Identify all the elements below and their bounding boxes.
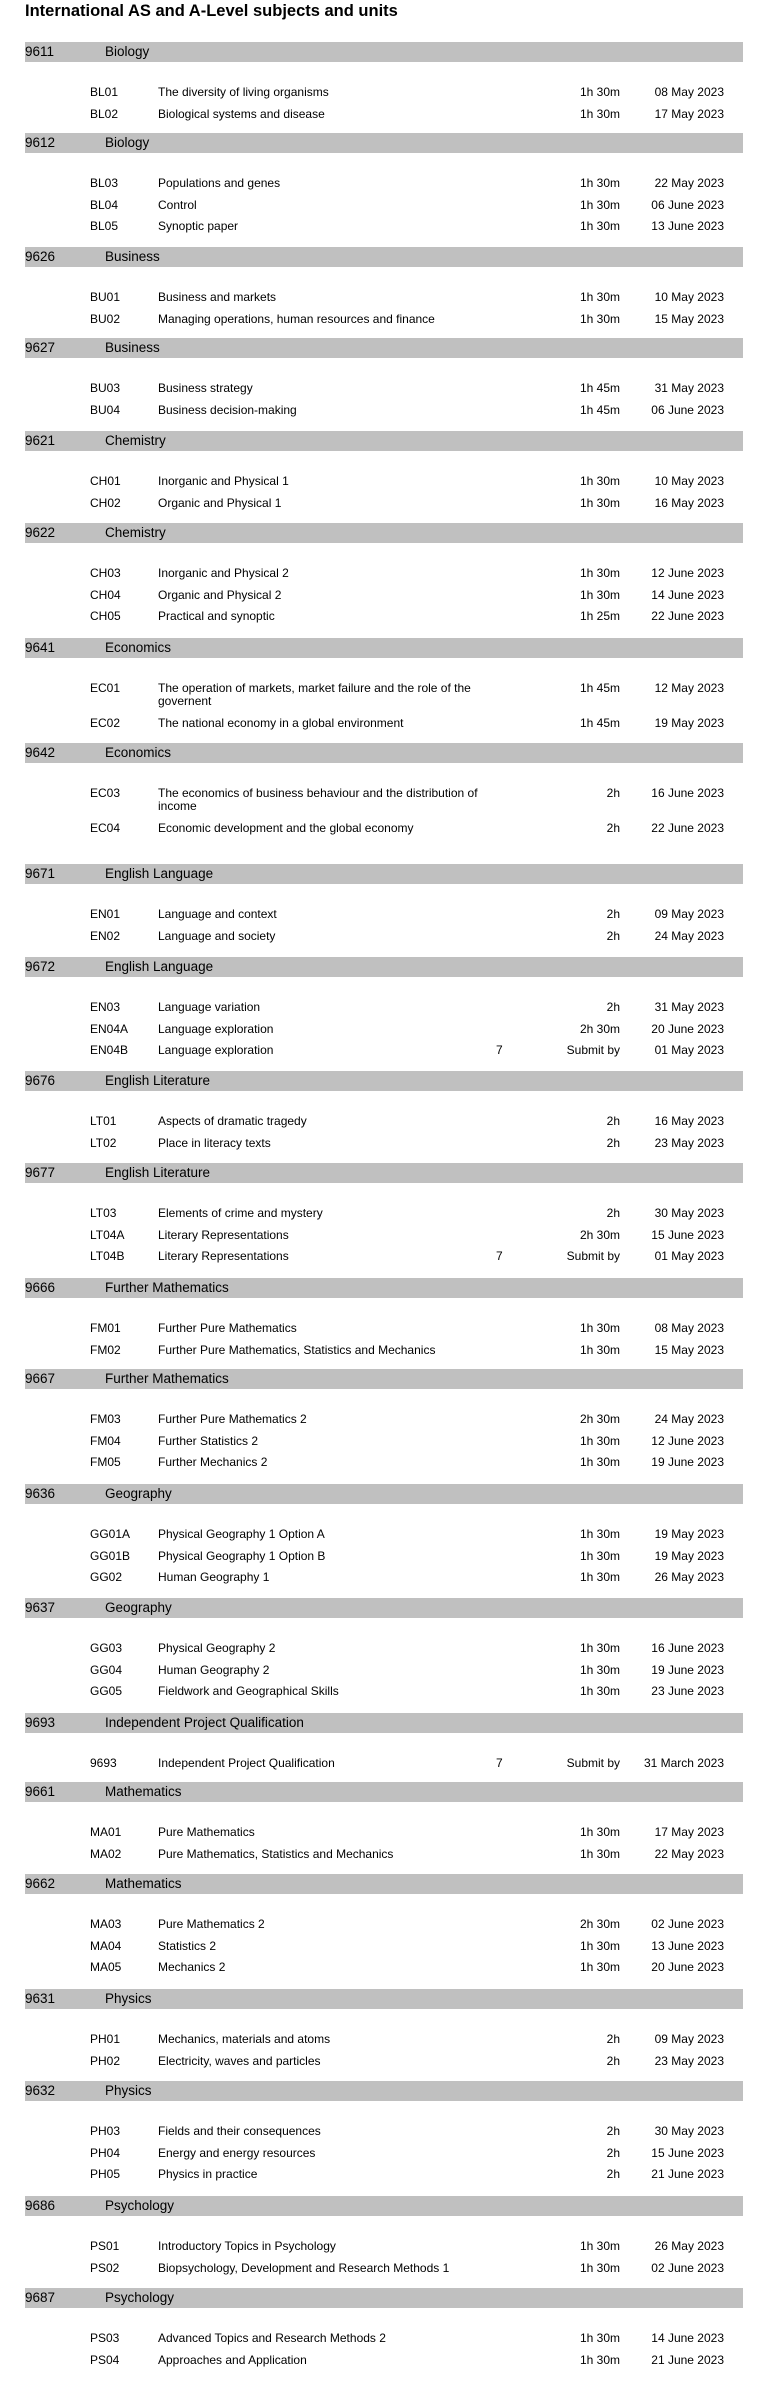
unit-date: 30 May 2023 <box>654 1206 724 1220</box>
unit-title: Control <box>158 197 197 212</box>
unit-code: FM04 <box>90 1433 121 1448</box>
unit-title: The diversity of living organisms <box>158 85 329 99</box>
unit-date: 02 June 2023 <box>651 1917 724 1931</box>
unit-duration: 2h <box>606 2032 620 2046</box>
unit-code: BU04 <box>90 402 121 417</box>
unit-duration: 2h <box>606 2167 620 2181</box>
unit-code: GG05 <box>90 1684 123 1698</box>
unit-duration: 1h 30m <box>579 1527 620 1541</box>
unit-duration: 1h 25m <box>579 609 620 623</box>
unit-code: MA05 <box>90 1960 122 1974</box>
unit-date: 20 June 2023 <box>651 1960 724 1974</box>
unit-date: 09 May 2023 <box>654 907 724 921</box>
unit-duration: 1h 45m <box>579 716 620 730</box>
unit-title: Pure Mathematics 2 <box>158 1917 265 1931</box>
subject-code: 9693 <box>25 1715 56 1730</box>
unit-duration: 1h 30m <box>579 1846 620 1861</box>
unit-title: Biological systems and disease <box>158 106 325 121</box>
unit-duration: 1h 30m <box>579 311 620 326</box>
unit-code: PH03 <box>90 2124 121 2138</box>
unit-code: EC03 <box>90 786 121 800</box>
subject-name: Biology <box>105 135 150 150</box>
unit-date: 23 May 2023 <box>654 2053 724 2068</box>
unit-duration: 1h 30m <box>579 1455 620 1469</box>
unit-duration: Submit by <box>566 1043 620 1057</box>
unit-date: 15 June 2023 <box>651 2145 724 2160</box>
subject-name: Business <box>105 249 160 264</box>
unit-duration: 2h <box>606 2145 620 2160</box>
unit-code: EN03 <box>90 1000 121 1014</box>
unit-code: EN04A <box>90 1021 129 1036</box>
unit-title: Statistics 2 <box>158 1938 217 1953</box>
subject-code: 9641 <box>25 640 56 655</box>
unit-code: FM01 <box>90 1321 121 1335</box>
unit-title: Business and markets <box>158 290 277 304</box>
subject-name: English Language <box>105 866 214 881</box>
unit-duration: 1h 30m <box>579 1662 620 1677</box>
unit-title: Pure Mathematics, Statistics and Mechanics <box>158 1846 394 1861</box>
unit-date: 22 June 2023 <box>651 609 724 623</box>
subject-name: Physics <box>105 1991 152 2006</box>
unit-duration: 1h 30m <box>579 85 620 99</box>
unit-date: 31 May 2023 <box>654 381 724 395</box>
unit-date: 24 May 2023 <box>654 1412 724 1426</box>
subject-name: Chemistry <box>105 525 166 540</box>
unit-date: 15 June 2023 <box>651 1227 724 1242</box>
unit-title: Physics in practice <box>158 2167 258 2181</box>
unit-title: Language variation <box>158 1000 261 1014</box>
unit-date: 20 June 2023 <box>651 1021 724 1036</box>
unit-title: Managing operations, human resources and finance <box>158 311 435 326</box>
unit-date: 21 June 2023 <box>651 2352 724 2367</box>
unit-title: Advanced Topics and Research Methods 2 <box>158 2331 386 2345</box>
unit-code: GG04 <box>90 1662 123 1677</box>
subject-header <box>25 1598 743 1618</box>
subject-name: Psychology <box>105 2198 175 2213</box>
unit-duration: 1h 30m <box>579 106 620 121</box>
unit-title: Electricity, waves and particles <box>158 2053 321 2068</box>
subject-name: English Language <box>105 959 214 974</box>
unit-duration: 1h 45m <box>579 402 620 417</box>
subject-code: 9666 <box>25 1280 56 1295</box>
subject-name: Geography <box>105 1600 172 1615</box>
unit-code: CH01 <box>90 474 121 488</box>
unit-note: 7 <box>496 1756 503 1770</box>
unit-duration: 1h 30m <box>579 197 620 212</box>
unit-title: Human Geography 2 <box>158 1662 270 1677</box>
unit-duration: 2h <box>606 786 620 800</box>
unit-code: GG01A <box>90 1527 131 1541</box>
unit-title: The national economy in a global environment <box>158 716 404 730</box>
unit-date: 16 June 2023 <box>651 786 724 800</box>
unit-title: Inorganic and Physical 2 <box>158 566 289 580</box>
unit-code: EC04 <box>90 821 121 835</box>
unit-date: 13 June 2023 <box>651 1938 724 1953</box>
unit-note: 7 <box>496 1043 503 1057</box>
unit-title: Further Pure Mathematics, Statistics and Mechanics <box>158 1342 436 1357</box>
unit-date: 14 June 2023 <box>651 587 724 602</box>
unit-duration: 2h <box>606 928 620 943</box>
unit-date: 19 May 2023 <box>654 1527 724 1541</box>
unit-note: 7 <box>496 1249 503 1263</box>
unit-duration: 1h 30m <box>579 566 620 580</box>
unit-code: GG02 <box>90 1570 123 1584</box>
unit-duration: 2h <box>606 1206 620 1220</box>
unit-date: 19 June 2023 <box>651 1662 724 1677</box>
subject-header <box>25 247 743 267</box>
subject-code: 9676 <box>25 1073 56 1088</box>
subject-name: Further Mathematics <box>105 1371 229 1386</box>
unit-code: CH03 <box>90 566 121 580</box>
subject-name: Physics <box>105 2083 152 2098</box>
unit-title: Business strategy <box>158 381 253 395</box>
unit-duration: Submit by <box>566 1756 620 1770</box>
unit-code: LT01 <box>90 1114 117 1128</box>
unit-date: 24 May 2023 <box>654 928 724 943</box>
unit-duration: 2h 30m <box>579 1227 620 1242</box>
unit-code: BL04 <box>90 197 119 212</box>
unit-title: Practical and synoptic <box>158 609 275 623</box>
unit-date: 21 June 2023 <box>651 2167 724 2181</box>
unit-code: BU02 <box>90 311 121 326</box>
unit-title: Human Geography 1 <box>158 1570 270 1584</box>
unit-code: GG01B <box>90 1548 131 1563</box>
unit-duration: 2h <box>606 907 620 921</box>
unit-title: Literary Representations <box>158 1249 289 1263</box>
unit-date: 26 May 2023 <box>654 2239 724 2253</box>
unit-title: Aspects of dramatic tragedy <box>158 1114 307 1128</box>
unit-date: 16 May 2023 <box>654 1114 724 1128</box>
subject-code: 9661 <box>25 1784 56 1799</box>
unit-date: 19 May 2023 <box>654 716 724 730</box>
subject-name: Mathematics <box>105 1876 182 1891</box>
subject-name: English Literature <box>105 1165 211 1180</box>
subject-name: English Literature <box>105 1073 211 1088</box>
subject-code: 9632 <box>25 2083 56 2098</box>
unit-duration: 1h 30m <box>579 2239 620 2253</box>
unit-duration: 2h <box>606 1114 620 1128</box>
subject-header <box>25 864 743 884</box>
unit-code: PS02 <box>90 2260 120 2275</box>
subject-name: Further Mathematics <box>105 1280 229 1295</box>
unit-duration: 1h 30m <box>579 1641 620 1655</box>
unit-duration: 1h 30m <box>579 1960 620 1974</box>
unit-title: Elements of crime and mystery <box>158 1206 323 1220</box>
unit-duration: 1h 30m <box>579 1684 620 1698</box>
subject-code: 9642 <box>25 745 56 760</box>
unit-date: 19 June 2023 <box>651 1455 724 1469</box>
unit-date: 17 May 2023 <box>654 1825 724 1839</box>
subject-code: 9686 <box>25 2198 56 2213</box>
unit-title: Business decision-making <box>158 402 297 417</box>
unit-title: Language exploration <box>158 1021 274 1036</box>
unit-title: The operation of markets, market failure and the role of the governent <box>158 681 471 708</box>
subject-code: 9677 <box>25 1165 56 1180</box>
subject-name: Business <box>105 340 160 355</box>
subject-header <box>25 133 743 153</box>
unit-date: 13 June 2023 <box>651 219 724 233</box>
unit-duration: 1h 30m <box>579 1433 620 1448</box>
unit-title: Pure Mathematics <box>158 1825 255 1839</box>
unit-date: 06 June 2023 <box>651 402 724 417</box>
unit-code: PS01 <box>90 2239 120 2253</box>
unit-duration: 1h 30m <box>579 1938 620 1953</box>
unit-duration: Submit by <box>566 1249 620 1263</box>
subject-header <box>25 431 743 451</box>
subject-name: Economics <box>105 640 172 655</box>
subject-header <box>25 1484 743 1504</box>
unit-code: CH04 <box>90 587 121 602</box>
unit-date: 06 June 2023 <box>651 197 724 212</box>
unit-code: BL01 <box>90 85 119 99</box>
subject-header <box>25 523 743 543</box>
unit-title: Populations and genes <box>158 176 281 190</box>
unit-title: Literary Representations <box>158 1227 289 1242</box>
unit-code: EN02 <box>90 928 121 943</box>
unit-date: 12 June 2023 <box>651 1433 724 1448</box>
unit-duration: 2h 30m <box>579 1021 620 1036</box>
unit-title: Introductory Topics in Psychology <box>158 2239 336 2253</box>
unit-date: 19 May 2023 <box>654 1548 724 1563</box>
subject-name: Psychology <box>105 2290 175 2305</box>
subject-code: 9636 <box>25 1486 56 1501</box>
unit-title: Language and context <box>158 907 277 921</box>
unit-code: PH01 <box>90 2032 121 2046</box>
unit-date: 16 June 2023 <box>651 1641 724 1655</box>
page-title: International AS and A-Level subjects and units <box>25 2 398 20</box>
unit-code: MA02 <box>90 1846 122 1861</box>
subject-name: Mathematics <box>105 1784 182 1799</box>
unit-code: LT03 <box>90 1206 117 1220</box>
unit-code: EC01 <box>90 681 121 695</box>
unit-duration: 1h 30m <box>579 1342 620 1357</box>
unit-code: PS03 <box>90 2331 120 2345</box>
unit-code: FM02 <box>90 1342 121 1357</box>
unit-date: 12 June 2023 <box>651 566 724 580</box>
unit-code: MA01 <box>90 1825 122 1839</box>
unit-code: PH02 <box>90 2053 121 2068</box>
subject-header <box>25 743 743 763</box>
unit-title: Further Pure Mathematics <box>158 1321 297 1335</box>
subject-code: 9631 <box>25 1991 56 2006</box>
unit-duration: 1h 30m <box>579 1321 620 1335</box>
unit-code: FM05 <box>90 1455 121 1469</box>
unit-date: 08 May 2023 <box>654 1321 724 1335</box>
unit-date: 10 May 2023 <box>654 290 724 304</box>
unit-duration: 1h 30m <box>579 1825 620 1839</box>
unit-duration: 2h 30m <box>579 1917 620 1931</box>
subject-code: 9672 <box>25 959 56 974</box>
unit-code: BL02 <box>90 106 119 121</box>
unit-date: 15 May 2023 <box>654 1342 724 1357</box>
subject-code: 9611 <box>25 44 55 59</box>
unit-date: 12 May 2023 <box>654 681 724 695</box>
unit-code: LT04A <box>90 1227 125 1242</box>
unit-date: 23 June 2023 <box>651 1684 724 1698</box>
unit-code: EN04B <box>90 1043 129 1057</box>
unit-date: 22 May 2023 <box>654 1846 724 1861</box>
unit-code: 9693 <box>90 1756 117 1770</box>
unit-code: CH02 <box>90 495 121 510</box>
unit-duration: 2h 30m <box>579 1412 620 1426</box>
unit-code: LT02 <box>90 1135 117 1150</box>
unit-code: PS04 <box>90 2352 120 2367</box>
subject-name: Independent Project Qualification <box>105 1715 304 1730</box>
subject-code: 9671 <box>25 866 56 881</box>
unit-title: Energy and energy resources <box>158 2145 316 2160</box>
subject-header <box>25 1278 743 1298</box>
subject-code: 9622 <box>25 525 56 540</box>
unit-title: Mechanics, materials and atoms <box>158 2032 331 2046</box>
subject-code: 9621 <box>25 433 56 448</box>
unit-title: Fieldwork and Geographical Skills <box>158 1684 339 1698</box>
unit-title: Language and society <box>158 928 276 943</box>
unit-title: Language exploration <box>158 1043 274 1057</box>
subject-code: 9627 <box>25 340 56 355</box>
unit-title: Physical Geography 2 <box>158 1641 276 1655</box>
subject-header <box>25 338 743 358</box>
subject-name: Geography <box>105 1486 172 1501</box>
subject-code: 9637 <box>25 1600 56 1615</box>
unit-date: 14 June 2023 <box>651 2331 724 2345</box>
unit-duration: 1h 30m <box>579 2352 620 2367</box>
unit-date: 30 May 2023 <box>654 2124 724 2138</box>
unit-title: Place in literacy texts <box>158 1135 271 1150</box>
subject-header <box>25 42 743 62</box>
unit-code: BL05 <box>90 219 119 233</box>
unit-date: 31 May 2023 <box>654 1000 724 1014</box>
unit-code: GG03 <box>90 1641 123 1655</box>
subject-name: Economics <box>105 745 172 760</box>
unit-duration: 2h <box>606 2053 620 2068</box>
unit-code: CH05 <box>90 609 121 623</box>
subject-header <box>25 1369 743 1389</box>
unit-duration: 2h <box>606 1000 620 1014</box>
unit-duration: 1h 30m <box>579 474 620 488</box>
unit-title: Further Pure Mathematics 2 <box>158 1412 307 1426</box>
unit-date: 01 May 2023 <box>654 1043 724 1057</box>
subject-name: Chemistry <box>105 433 166 448</box>
subject-code: 9667 <box>25 1371 56 1386</box>
unit-duration: 1h 30m <box>579 1548 620 1563</box>
unit-code: MA03 <box>90 1917 122 1931</box>
subject-code: 9626 <box>25 249 56 264</box>
unit-title: Independent Project Qualification <box>158 1756 335 1770</box>
unit-code: LT04B <box>90 1249 125 1263</box>
unit-date: 02 June 2023 <box>651 2260 724 2275</box>
unit-date: 10 May 2023 <box>654 474 724 488</box>
unit-date: 16 May 2023 <box>654 495 724 510</box>
unit-date: 23 May 2023 <box>654 1135 724 1150</box>
unit-title: Further Mechanics 2 <box>158 1455 268 1469</box>
unit-title: Fields and their consequences <box>158 2124 321 2138</box>
unit-title: Inorganic and Physical 1 <box>158 474 289 488</box>
subject-header <box>25 1989 743 2009</box>
unit-date: 31 March 2023 <box>643 1756 724 1770</box>
unit-date: 17 May 2023 <box>654 106 724 121</box>
unit-code: MA04 <box>90 1938 122 1953</box>
subject-header <box>25 2196 743 2216</box>
unit-title: Approaches and Application <box>158 2352 307 2367</box>
subject-code: 9612 <box>25 135 56 150</box>
unit-date: 15 May 2023 <box>654 311 724 326</box>
unit-duration: 1h 30m <box>579 587 620 602</box>
unit-duration: 2h <box>606 2124 620 2138</box>
unit-date: 22 May 2023 <box>654 176 724 190</box>
unit-date: 26 May 2023 <box>654 1570 724 1584</box>
subject-header <box>25 1874 743 1894</box>
subject-code: 9687 <box>25 2290 56 2305</box>
unit-title: The economics of business behaviour and the distribution of income <box>158 786 478 813</box>
unit-code: PH04 <box>90 2145 121 2160</box>
unit-date: 22 June 2023 <box>651 821 724 835</box>
unit-date: 01 May 2023 <box>654 1249 724 1263</box>
unit-duration: 1h 30m <box>579 2331 620 2345</box>
unit-duration: 1h 30m <box>579 290 620 304</box>
subject-header <box>25 957 743 977</box>
unit-code: PH05 <box>90 2167 121 2181</box>
subject-header <box>25 2081 743 2101</box>
subject-header <box>25 638 743 658</box>
unit-duration: 1h 45m <box>579 681 620 695</box>
unit-code: BU03 <box>90 381 121 395</box>
unit-title: Biopsychology, Development and Research Methods 1 <box>158 2260 450 2275</box>
subject-name: Biology <box>105 44 150 59</box>
unit-code: EN01 <box>90 907 121 921</box>
unit-duration: 1h 30m <box>579 1570 620 1584</box>
unit-title: Organic and Physical 2 <box>158 587 282 602</box>
subject-header <box>25 1071 743 1091</box>
unit-date: 08 May 2023 <box>654 85 724 99</box>
unit-title: Synoptic paper <box>158 219 239 233</box>
subject-code: 9662 <box>25 1876 56 1891</box>
unit-code: FM03 <box>90 1412 121 1426</box>
unit-title: Organic and Physical 1 <box>158 495 282 510</box>
unit-duration: 1h 30m <box>579 219 620 233</box>
unit-date: 09 May 2023 <box>654 2032 724 2046</box>
subject-header <box>25 1782 743 1802</box>
unit-duration: 2h <box>606 821 620 835</box>
unit-title: Mechanics 2 <box>158 1960 226 1974</box>
unit-duration: 1h 30m <box>579 2260 620 2275</box>
subject-header <box>25 2288 743 2308</box>
subject-header <box>25 1713 743 1733</box>
unit-code: BU01 <box>90 290 121 304</box>
subject-header <box>25 1163 743 1183</box>
unit-duration: 2h <box>606 1135 620 1150</box>
unit-duration: 1h 30m <box>579 495 620 510</box>
unit-title: Physical Geography 1 Option A <box>158 1527 325 1541</box>
unit-code: EC02 <box>90 716 121 730</box>
unit-duration: 1h 30m <box>579 176 620 190</box>
unit-title: Further Statistics 2 <box>158 1433 259 1448</box>
unit-title: Economic development and the global economy <box>158 821 414 835</box>
unit-code: BL03 <box>90 176 119 190</box>
unit-duration: 1h 45m <box>579 381 620 395</box>
unit-title: Physical Geography 1 Option B <box>158 1548 326 1563</box>
